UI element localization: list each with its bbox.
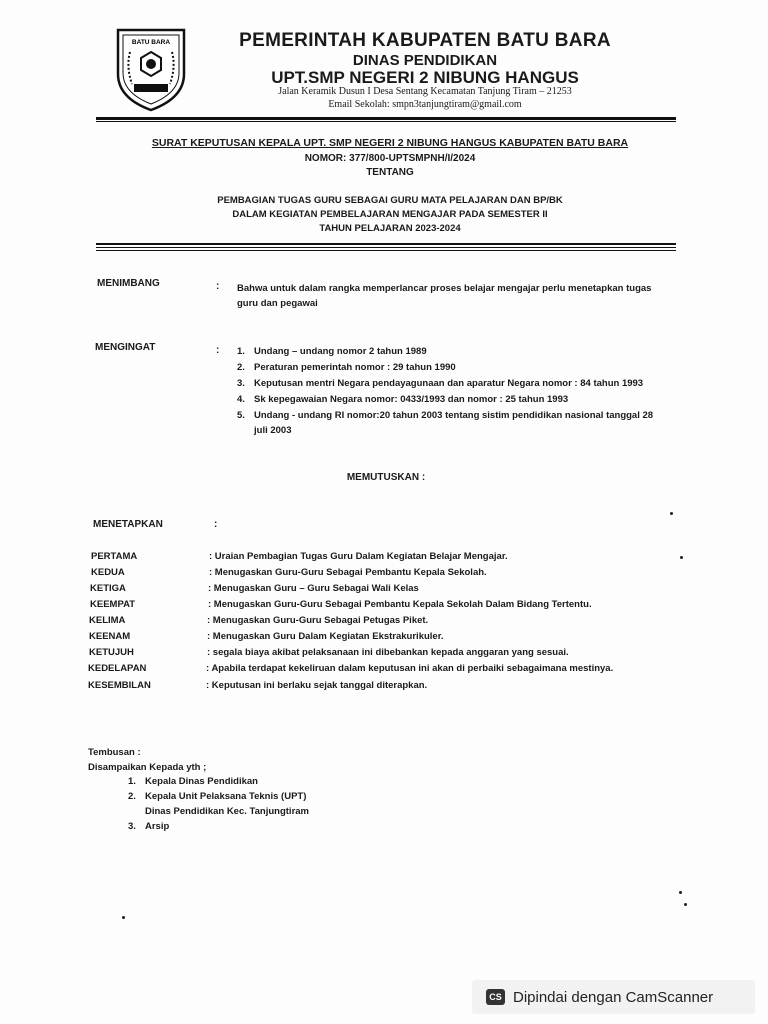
header-divider bbox=[96, 117, 676, 120]
menetapkan-label: MENETAPKAN bbox=[93, 519, 163, 530]
scan-speck bbox=[122, 916, 125, 919]
scan-speck bbox=[670, 512, 673, 515]
title-divider bbox=[96, 243, 676, 245]
tembusan-item: 1. Kepala Dinas Pendidikan bbox=[128, 776, 258, 787]
mengingat-item: 3. Keputusan mentri Negara pendayagunaan dan aparatur Negara nomor : 84 tahun 1993 bbox=[237, 378, 644, 389]
decree-number: NOMOR: 377/800-UPTSMPNH/I/2024 bbox=[304, 153, 476, 164]
letterhead-line2: DINAS PENDIDIKAN bbox=[352, 52, 498, 69]
menetapkan-colon: : bbox=[214, 519, 218, 530]
camscanner-icon: CS bbox=[486, 989, 505, 1005]
decree-subject-3: TAHUN PELAJARAN 2023-2024 bbox=[319, 223, 461, 234]
decree-subject-2: DALAM KEGIATAN PEMBELAJARAN MENGAJAR PADA SEMESTER II bbox=[232, 209, 548, 220]
letterhead-line3: UPT.SMP NEGERI 2 NIBUNG HANGUS bbox=[271, 68, 579, 87]
decision-row: PERTAMA : Uraian Pembagian Tugas Guru Dalam Kegiatan Belajar Mengajar. bbox=[91, 551, 508, 562]
mengingat-item: 5. Undang - undang RI nomor:20 tahun 2003 tentang sistim pendidikan nasional tanggal 28 bbox=[237, 410, 654, 421]
decree-tentang: TENTANG bbox=[366, 167, 414, 178]
scan-speck bbox=[679, 891, 682, 894]
logo-text: BATU BARA bbox=[131, 39, 171, 46]
camscanner-text: Dipindai dengan CamScanner bbox=[513, 988, 714, 1006]
decision-row: KEDUA : Menugaskan Guru-Guru Sebagai Pembantu Kepala Sekolah. bbox=[91, 567, 487, 578]
camscanner-watermark bbox=[472, 980, 755, 1014]
decision-row: KEDELAPAN : Apabila terdapat kekeliruan dalam keputusan ini akan di perbaiki sebagaimana mestinya. bbox=[88, 663, 614, 674]
header-divider-thin bbox=[96, 121, 676, 122]
scan-speck bbox=[680, 556, 683, 559]
mengingat-label: MENGINGAT bbox=[95, 342, 156, 353]
decision-row: KELIMA : Menugaskan Guru-Guru Sebagai Petugas Piket. bbox=[89, 615, 429, 626]
decision-row: KEENAM : Menugaskan Guru Dalam Kegiatan Ekstrakurikuler. bbox=[89, 631, 444, 642]
mengingat-colon: : bbox=[216, 345, 220, 356]
school-logo bbox=[112, 22, 190, 112]
menimbang-text-2: guru dan pegawai bbox=[237, 298, 318, 309]
decree-heading: SURAT KEPUTUSAN KEPALA UPT. SMP NEGERI 2 NIBUNG HANGUS KABUPATEN BATU BARA bbox=[151, 137, 629, 149]
title-divider-thin-2 bbox=[96, 250, 676, 251]
mengingat-item: 2. Peraturan pemerintah nomor : 29 tahun 1990 bbox=[237, 362, 456, 373]
mengingat-item: 1. Undang – undang nomor 2 tahun 1989 bbox=[237, 346, 427, 357]
tembusan-item: 3. Arsip bbox=[128, 821, 170, 832]
tembusan-recipient-intro: Disampaikan Kepada yth ; bbox=[88, 762, 207, 773]
mengingat-item: 4. Sk kepegawaian Negara nomor: 0433/1993 dan nomor : 25 tahun 1993 bbox=[237, 394, 569, 405]
decision-row: KEEMPAT : Menugaskan Guru-Guru Sebagai Pembantu Kepala Sekolah Dalam Bidang Tertentu. bbox=[90, 599, 592, 610]
menimbang-label: MENIMBANG bbox=[97, 278, 160, 289]
letterhead-line1: PEMERINTAH KABUPATEN BATU BARA bbox=[239, 30, 611, 51]
memutuskan-heading: MEMUTUSKAN : bbox=[346, 472, 426, 483]
tembusan-item-continued: Dinas Pendidikan Kec. Tanjungtiram bbox=[145, 806, 309, 817]
tembusan-label: Tembusan : bbox=[88, 747, 141, 758]
mengingat-item-continued: juli 2003 bbox=[254, 425, 292, 436]
scan-speck bbox=[684, 903, 687, 906]
letterhead-email: Email Sekolah: smpn3tanjungtiram@gmail.com bbox=[328, 99, 522, 110]
menimbang-text-1: Bahwa untuk dalam rangka memperlancar proses belajar mengajar perlu menetapkan tugas bbox=[237, 283, 652, 294]
decision-row: KETIGA : Menugaskan Guru – Guru Sebagai Wali Kelas bbox=[90, 583, 419, 594]
decision-row: KETUJUH : segala biaya akibat pelaksanaan ini dibebankan kepada anggaran yang sesuai. bbox=[89, 647, 569, 658]
tembusan-item: 2. Kepala Unit Pelaksana Teknis (UPT) bbox=[128, 791, 307, 802]
decision-row: KESEMBILAN : Keputusan ini berlaku sejak tanggal diterapkan. bbox=[88, 680, 428, 691]
decree-subject-1: PEMBAGIAN TUGAS GURU SEBAGAI GURU MATA PELAJARAN DAN BP/BK bbox=[217, 195, 563, 206]
letterhead-address: Jalan Keramik Dusun I Desa Sentang Kecamatan Tanjung Tiram – 21253 bbox=[278, 86, 572, 97]
menimbang-colon: : bbox=[216, 281, 220, 292]
title-divider-thin bbox=[96, 247, 676, 248]
